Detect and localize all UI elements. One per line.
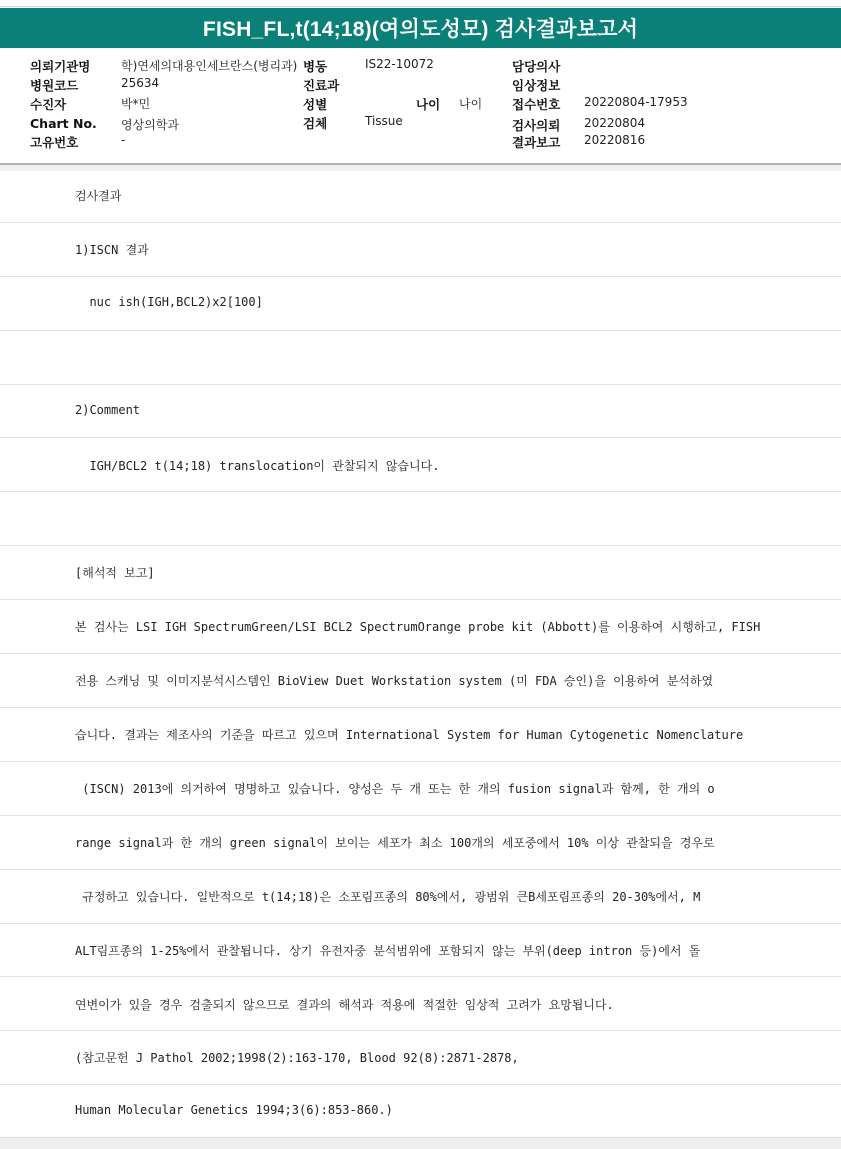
label-hospital-code: 병원코드: [30, 78, 79, 93]
result-line-text: ALT림프종의 1-25%에서 관찰됩니다. 상기 유전자중 분석범위에 포함되지 않는 부위(deep intron 등)에서 돌: [75, 943, 701, 958]
value-ward: IS22-10072: [365, 57, 434, 71]
result-line-row: [0, 924, 841, 978]
result-line-row: [0, 385, 841, 439]
result-line-text: 전용 스캐닝 및 이미지분석시스템인 BioView Duet Workstation system (미 FDA 승인)을 이용하여 분석하였: [75, 674, 714, 689]
label-patient: 수진자: [30, 97, 67, 112]
result-line-row: [0, 1031, 841, 1085]
label-report-date: 결과보고: [512, 135, 561, 150]
result-line-row: [0, 1085, 841, 1139]
result-line-row: [0, 816, 841, 870]
value-hospital-code: 25634: [121, 76, 160, 90]
label-institution: 의뢰기관명: [30, 59, 91, 74]
report-title: FISH_FL,t(14;18)(여의도성모) 검사결과보고서: [0, 8, 841, 48]
result-line-row: [0, 762, 841, 816]
result-line-row: [0, 277, 841, 331]
result-line-row: [0, 654, 841, 708]
label-sex: 성별: [303, 97, 328, 112]
result-line-text: 본 검사는 LSI IGH SpectrumGreen/LSI BCL2 SpectrumOrange probe kit (Abbott)를 이용하여 시행하고, FISH: [75, 620, 761, 635]
value-specimen: Tissue: [365, 114, 403, 128]
result-line-row: [0, 870, 841, 924]
result-line-text: range signal과 한 개의 green signal이 보이는 세포가 최소 100개의 세포중에서 10% 이상 관찰되을 경우로: [75, 835, 715, 850]
result-line-text: (참고문헌 J Pathol 2002;1998(2):163-170, Blood 92(8):2871-2878,: [75, 1051, 519, 1066]
result-line-text: 습니다. 결과는 제조사의 기준을 따르고 있으며 International System for Human Cytogenetic Nomenclature: [75, 728, 744, 742]
value-report-date: 20220816: [584, 133, 646, 147]
result-line-text: (ISCN) 2013에 의거하여 명명하고 있습니다. 양성은 두 개 또는 한 개의 fusion signal과 함께, 한 개의 o: [75, 781, 715, 796]
label-clinical-info: 임상정보: [512, 78, 561, 93]
label-age: 나이: [416, 97, 441, 112]
patient-info-header: [0, 48, 841, 165]
label-specimen: 검체: [303, 116, 328, 131]
top-border: [0, 0, 841, 7]
value-accession-no: 20220804-17953: [584, 95, 688, 109]
value-unique-id: -: [121, 133, 126, 147]
label-accession-no: 접수번호: [512, 97, 561, 112]
result-line-text: 2)Comment: [75, 402, 141, 417]
value-request-date: 20220804: [584, 116, 646, 130]
value-age: 나이: [459, 97, 483, 111]
result-line-text: IGH/BCL2 t(14;18) translocation이 관찰되지 않습니다.: [75, 458, 440, 473]
result-line-row: [0, 546, 841, 600]
result-line-row: [0, 169, 841, 223]
label-department: 진료과: [303, 78, 340, 93]
label-physician: 담당의사: [512, 59, 561, 74]
value-institution: 학)연세의대용인세브란스(병리과): [121, 59, 298, 73]
result-line-text: 1)ISCN 결과: [75, 242, 149, 257]
result-line-row: [0, 600, 841, 654]
result-line-text: nuc ish(IGH,BCL2)x2[100]: [75, 294, 263, 309]
result-line-text: Human Molecular Genetics 1994;3(6):853-860.): [75, 1103, 393, 1118]
result-line-row: [0, 439, 841, 493]
value-chart-no: 영상의학과: [121, 118, 179, 132]
result-line-row: [0, 492, 841, 546]
bottom-scroll-band: [0, 1137, 841, 1149]
result-line-text: 연변이가 있을 경우 검출되지 않으므로 결과의 해석과 적용에 적절한 임상적 고려가 요망됩니다.: [75, 997, 614, 1012]
result-line-text: 검사결과: [75, 189, 122, 203]
value-patient: 박*민: [121, 97, 151, 111]
result-line-row: [0, 331, 841, 385]
result-line-row: [0, 978, 841, 1032]
label-unique-id: 고유번호: [30, 135, 79, 150]
label-ward: 병동: [303, 59, 328, 74]
result-line-row: [0, 708, 841, 762]
result-line-row: [0, 223, 841, 277]
result-line-text: [해석적 보고]: [75, 566, 155, 581]
result-line-text: 규정하고 있습니다. 일반적으로 t(14;18)은 소포림프종의 80%에서, 광범위 큰B세포림프종의 20-30%에서, M: [75, 889, 701, 904]
label-chart-no: Chart No.: [30, 116, 97, 131]
label-request-date: 검사의뢰: [512, 118, 561, 133]
